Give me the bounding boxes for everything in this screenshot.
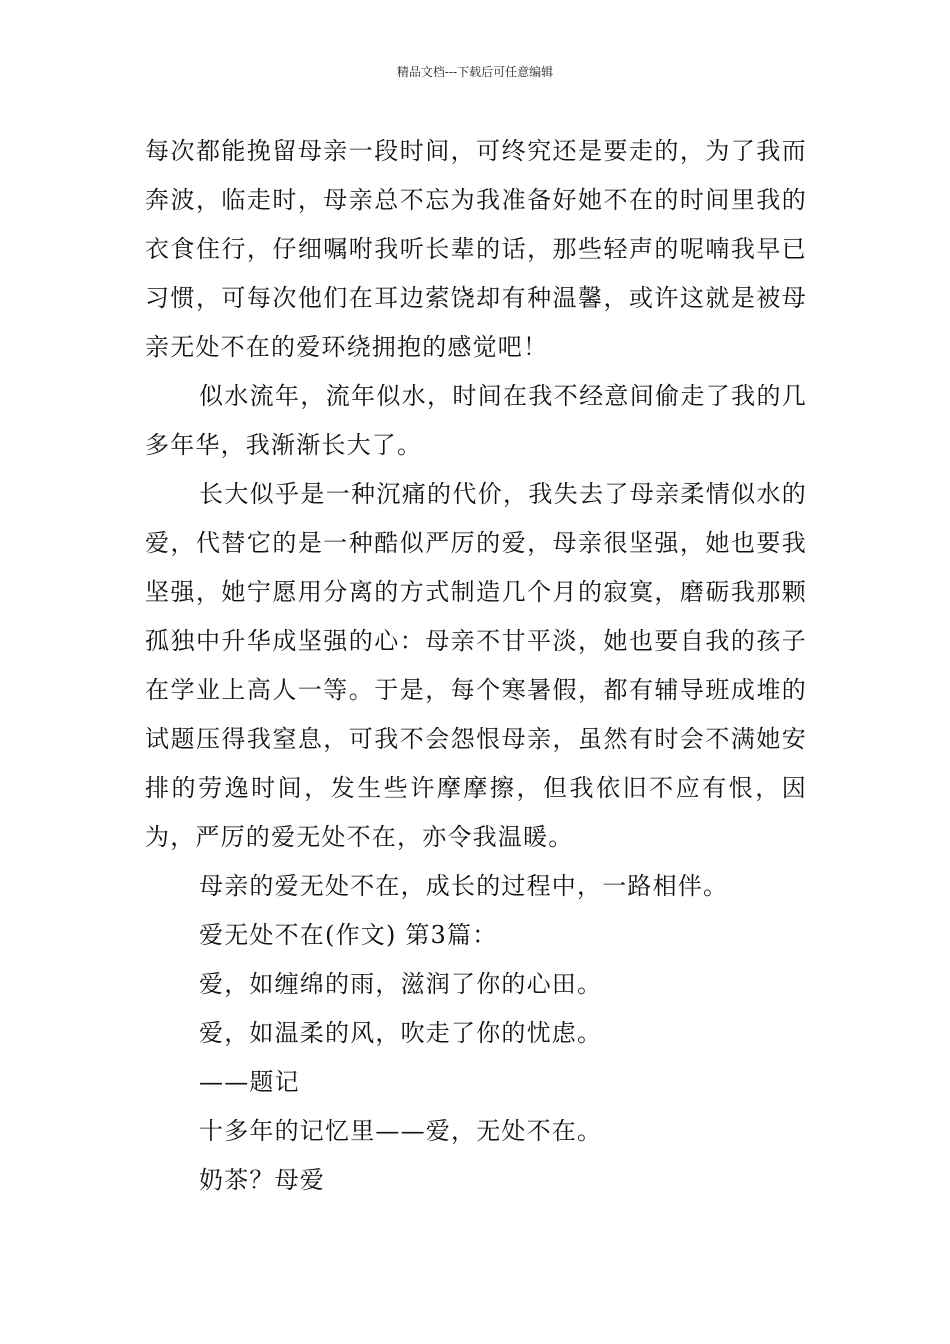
- paragraph-2: 似水流年，流年似水，时间在我不经意间偷走了我的几多年华，我渐渐长大了。: [145, 382, 807, 459]
- section-title: 爱无处不在(作文) 第3篇：: [199, 921, 498, 949]
- paragraph-6: 爱，如缠绵的雨，滋润了你的心田。: [199, 970, 603, 998]
- document-body: [145, 127, 807, 1205]
- epigraph-label: ——题记: [199, 1068, 300, 1096]
- page-header: 精品文档---下载后可任意编辑: [396, 65, 554, 79]
- paragraph-7: 爱，如温柔的风，吹走了你的忧虑。: [199, 1019, 603, 1047]
- paragraph-9: 十多年的记忆里——爱，无处不在。: [199, 1117, 603, 1145]
- paragraph-1: 每次都能挽留母亲一段时间，可终究还是要走的，为了我而奔波，临走时，母亲总不忘为我准备好她不在的时间里我的衣食住行，仔细嘱咐我听长辈的话，那些轻声的呢喃我早已习惯，可每次他们在耳边萦饶却有种温馨，或许这就是被母亲无处不在的爱环绕拥抱的感觉吧！: [145, 137, 807, 361]
- paragraph-3: 长大似乎是一种沉痛的代价，我失去了母亲柔情似水的爱，代替它的是一种酷似严厉的爱，母亲很坚强，她也要我坚强，她宁愿用分离的方式制造几个月的寂寞，磨砺我那颗孤独中升华成坚强的心：母亲不甘平淡，她也要自我的孩子在学业上高人一等。于是，每个寒暑假，都有辅导班成堆的试题压得我窒息，可我不会怨恨母亲，虽然有时会不满她安排的劳逸时间，发生些许摩摩擦，但我依旧不应有恨，因为，严厉的爱无处不在，亦令我温暖。: [145, 480, 807, 851]
- paragraph-4: 母亲的爱无处不在，成长的过程中，一路相伴。: [199, 872, 729, 900]
- subheading: 奶茶？母爱: [199, 1166, 325, 1194]
